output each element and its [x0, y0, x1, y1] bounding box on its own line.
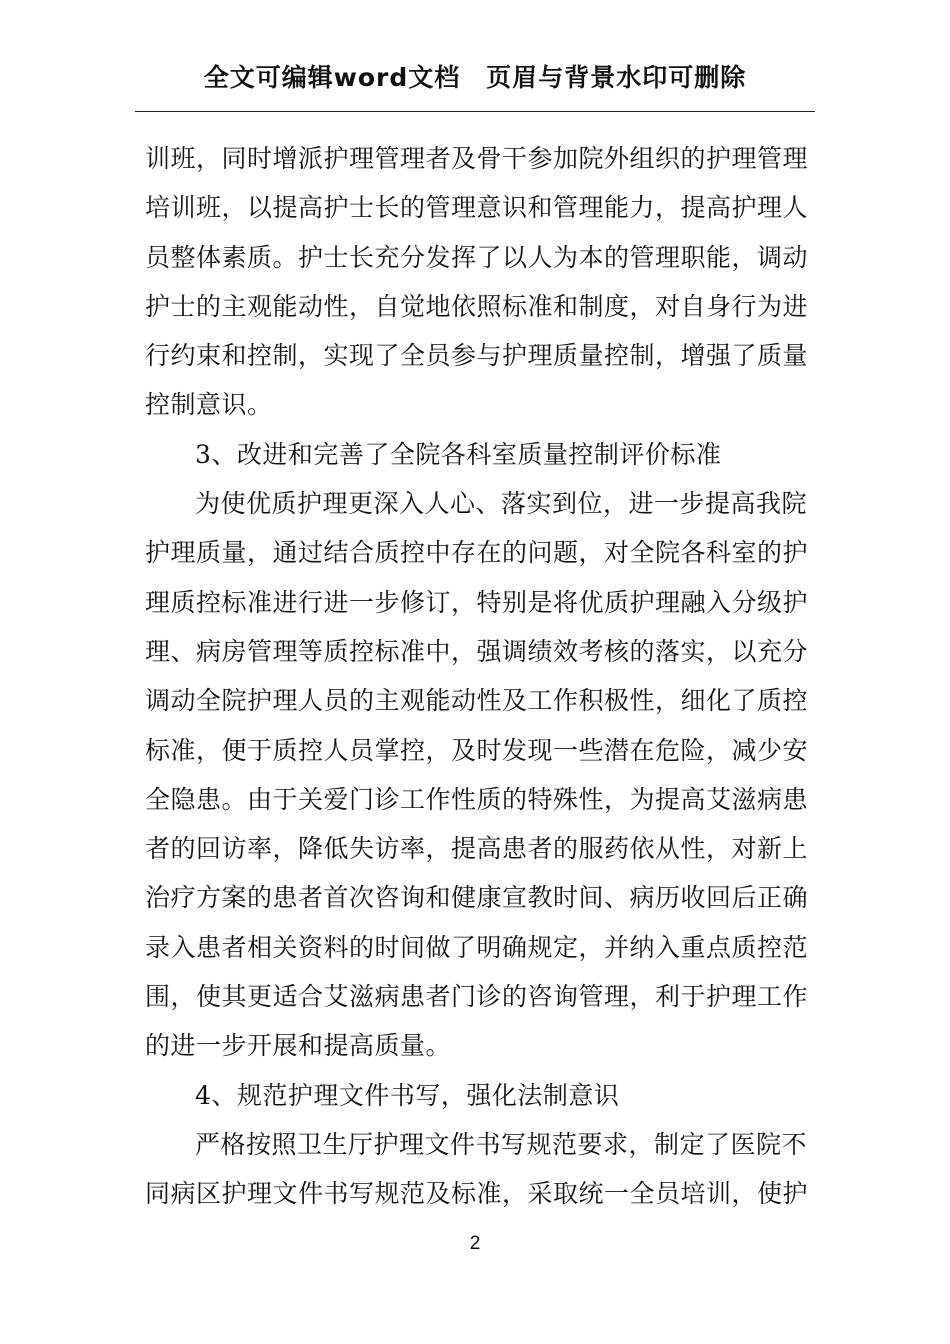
paragraph-start-line: 严格按照卫生厅护理文件书写规范要求，制定了医院不 — [195, 1129, 808, 1159]
text-line: 录入患者相关资料的时间做了明确规定，并纳入重点质控范 — [145, 932, 809, 962]
paragraph-start-line: 为使优质护理更深入人心、落实到位，进一步提高我院 — [195, 489, 808, 519]
text-line: 培训班，以提高护士长的管理意识和管理能力，提高护理人 — [145, 193, 809, 223]
text-line: 标准，便于质控人员掌控，及时发现一些潜在危险，减少安 — [145, 735, 809, 765]
text-line: 全隐患。由于关爱门诊工作性质的特殊性，为提高艾滋病患 — [145, 784, 809, 814]
text-line: 行约束和控制，实现了全员参与护理质量控制，增强了质量 — [145, 341, 809, 371]
text-line: 员整体素质。护士长充分发挥了以人为本的管理职能，调动 — [145, 242, 809, 272]
text-line: 的进一步开展和提高质量。 — [145, 1031, 452, 1061]
text-line: 治疗方案的患者首次咨询和健康宣教时间、病历收回后正确 — [145, 883, 809, 913]
text-line: 理、病房管理等质控标准中，强调绩效考核的落实，以充分 — [145, 636, 809, 666]
paragraph-start-line: 4、规范护理文件书写，强化法制意识 — [195, 1080, 620, 1110]
text-line: 训班，同时增派护理管理者及骨干参加院外组织的护理管理 — [145, 144, 809, 173]
document-body — [145, 134, 810, 1219]
text-line: 护士的主观能动性，自觉地依照标准和制度，对自身行为进 — [145, 291, 809, 321]
paragraph-start-line: 3、改进和完善了全院各科室质量控制评价标准 — [195, 439, 722, 469]
page-number: 2 — [469, 1233, 481, 1254]
text-line: 调动全院护理人员的主观能动性及工作积极性，细化了质控 — [145, 686, 809, 716]
text-line: 围，使其更适合艾滋病患者门诊的咨询管理，利于护理工作 — [145, 982, 809, 1012]
text-line: 控制意识。 — [145, 390, 273, 420]
text-line: 同病区护理文件书写规范及标准，采取统一全员培训，使护 — [145, 1179, 809, 1209]
page-header: 全文可编辑word文档 页眉与背景水印可删除 — [203, 63, 747, 92]
text-line: 理质控标准进行进一步修订，特别是将优质护理融入分级护 — [145, 587, 809, 617]
text-line: 者的回访率，降低失访率，提高患者的服药依从性，对新上 — [145, 834, 809, 864]
header-divider — [135, 111, 815, 112]
text-line: 护理质量，通过结合质控中存在的问题，对全院各科室的护 — [145, 538, 809, 568]
